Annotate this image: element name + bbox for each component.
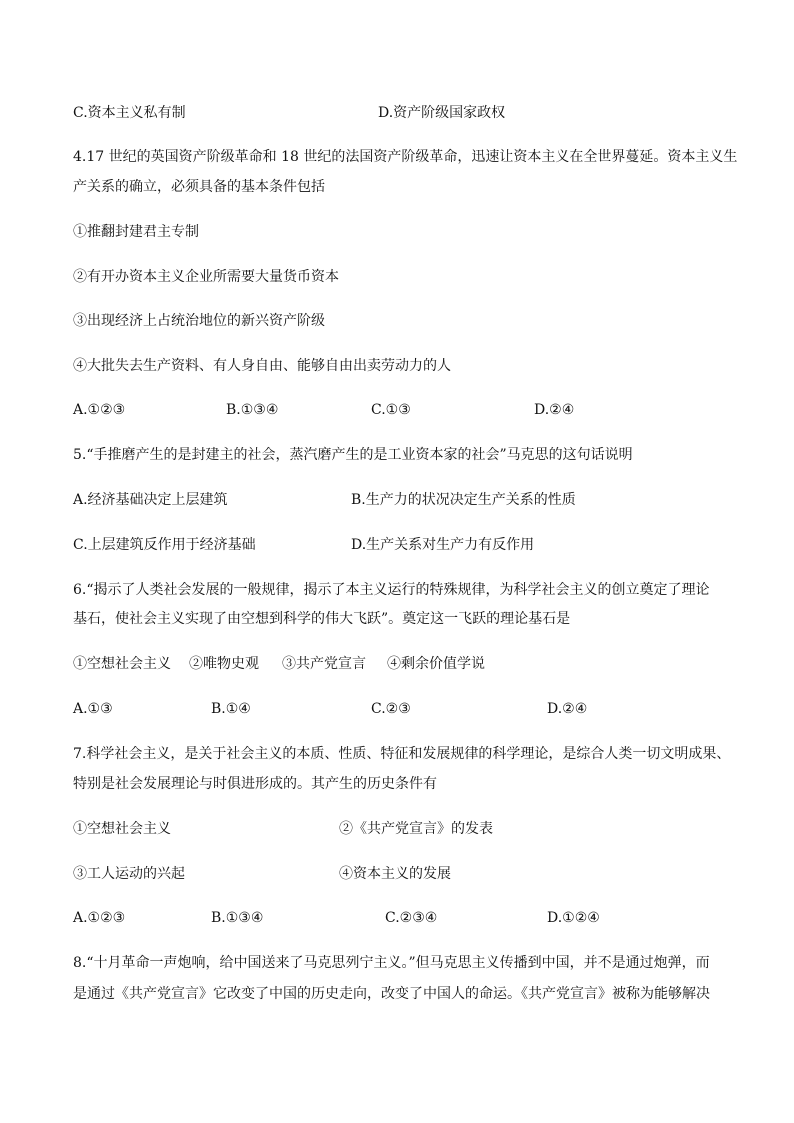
q7-option-a: A.①②③ (73, 910, 126, 926)
q6-stem-line1: 6.“揭示了人类社会发展的一般规律，揭示了本主义运行的特殊规律，为科学社会主义的创立奠定了理论 (73, 582, 710, 598)
q5-option-d: D.生产关系对生产力有反作用 (351, 537, 535, 553)
q7-item-1: ①空想社会主义 (73, 821, 171, 837)
q6-option-a: A.①③ (73, 701, 113, 717)
q4-option-d: D.②④ (534, 402, 575, 418)
q6-item-3: ③共产党宣言 (282, 656, 366, 672)
q6-option-c: C.②③ (371, 701, 411, 717)
q7-stem-line1: 7.科学社会主义，是关于社会主义的本质、性质、特征和发展规律的科学理论，是综合人类一切文明成果、 (73, 746, 731, 762)
q7-option-d: D.①②④ (547, 910, 600, 926)
q8-stem-line1: 8.“十月革命一声炮响，给中国送来了马克思列宁主义。”但马克思主义传播到中国，并不是通过炮弹，而 (73, 955, 710, 971)
q4-item-3: ③出现经济上占统治地位的新兴资产阶级 (73, 313, 325, 329)
q4-option-a: A.①②③ (73, 402, 126, 418)
q6-stem-line2: 基石，使社会主义实现了由空想到科学的伟大飞跃”。奠定这一飞跃的理论基石是 (73, 611, 571, 627)
q3-option-c: C.资本主义私有制 (73, 105, 186, 121)
q7-item-4: ④资本主义的发展 (339, 866, 451, 882)
q6-item-1: ①空想社会主义 (73, 656, 171, 672)
q6-item-2: ②唯物史观 (189, 656, 259, 672)
q4-stem-line2: 产关系的确立，必须具备的基本条件包括 (73, 179, 325, 195)
q7-item-2: ②《共产党宣言》的发表 (339, 821, 493, 837)
q5-option-c: C.上层建筑反作用于经济基础 (73, 537, 256, 553)
q8-stem-line2: 是通过《共产党宣言》它改变了中国的历史走向，改变了中国人的命运。《共产党宣言》被称为能够解决 (73, 986, 710, 1002)
q4-item-2: ②有开办资本主义企业所需要大量货币资本 (73, 269, 339, 285)
q4-option-b: B.①③④ (226, 402, 279, 418)
q4-item-4: ④大批失去生产资料、有人身自由、能够自由出卖劳动力的人 (73, 358, 451, 374)
q4-item-1: ①推翻封建君主专制 (73, 224, 199, 240)
q5-option-a: A.经济基础决定上层建筑 (73, 492, 228, 508)
q7-item-3: ③工人运动的兴起 (73, 866, 185, 882)
q4-stem-line1: 4.17 世纪的英国资产阶级革命和 18 世纪的法国资产阶级革命，迅速让资本主义在全世界蔓延。资本主义生 (73, 149, 738, 165)
q6-option-b: B.①④ (211, 701, 251, 717)
q5-option-b: B.生产力的状况决定生产关系的性质 (351, 492, 576, 508)
q6-item-4: ④剩余价值学说 (387, 656, 485, 672)
q4-option-c: C.①③ (371, 402, 411, 418)
q5-stem: 5.“手推磨产生的是封建主的社会，蒸汽磨产生的是工业资本家的社会”马克思的这句话说明 (73, 447, 633, 463)
q7-stem-line2: 特别是社会发展理论与时俱进形成的。其产生的历史条件有 (73, 776, 437, 792)
q3-option-d: D.资产阶级国家政权 (378, 105, 506, 121)
q7-option-c: C.②③④ (385, 910, 438, 926)
q6-option-d: D.②④ (547, 701, 588, 717)
q7-option-b: B.①③④ (211, 910, 264, 926)
